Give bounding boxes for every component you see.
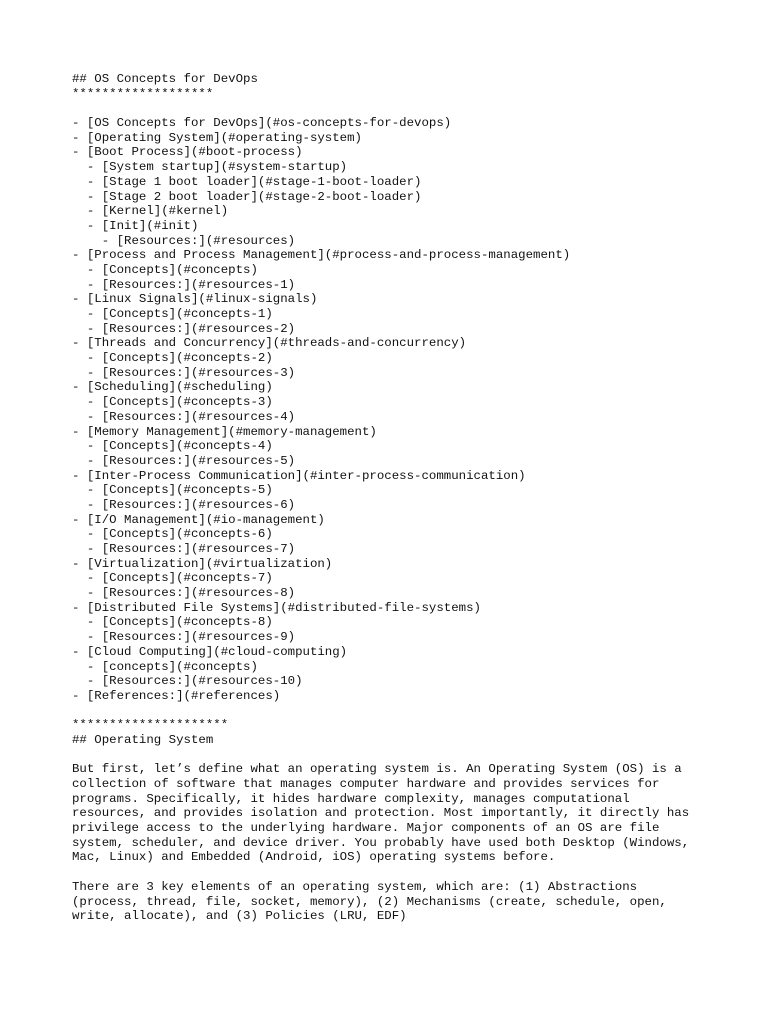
toc-item[interactable]: - [Boot Process](#boot-process)	[72, 145, 303, 160]
paragraph-line: system, scheduler, and device driver. You probably have used both Desktop (Windows,	[72, 835, 690, 850]
spacer	[72, 748, 712, 763]
toc-item[interactable]: - [Memory Management](#memory-management)	[72, 424, 377, 439]
toc-subitem[interactable]: - [Resources:](#resources-3)	[72, 365, 296, 380]
paragraph-line: write, allocate), and (3) Policies (LRU, EDF)	[72, 909, 407, 924]
toc-item[interactable]: - [Threads and Concurrency](#threads-and-concurrency)	[72, 336, 467, 351]
toc-subitem[interactable]: - [Concepts](#concepts-4)	[72, 439, 273, 454]
toc-subitem[interactable]: - [Stage 1 boot loader](#stage-1-boot-loader)	[72, 174, 422, 189]
toc-subitem[interactable]: - [Resources:](#resources-4)	[72, 409, 296, 424]
section-separator: *********************	[72, 718, 229, 733]
toc-subitem[interactable]: - [Init](#init)	[72, 218, 199, 233]
toc-item[interactable]: - [I/O Management](#io-management)	[72, 512, 325, 527]
toc-subitem[interactable]: - [Concepts](#concepts-2)	[72, 351, 273, 366]
paragraph-line: collection of software that manages computer hardware and provides services for	[72, 777, 660, 791]
toc-subitem[interactable]: - [Resources:](#resources-7)	[72, 542, 296, 556]
toc-subitem[interactable]: - [Resources:](#resources-1)	[72, 277, 296, 292]
toc-subitem[interactable]: - [Concepts](#concepts-5)	[72, 483, 273, 498]
toc-subitem[interactable]: - [Resources:](#resources)	[72, 233, 296, 248]
paragraph-key-elements	[72, 880, 712, 924]
title-underline: *******************	[72, 86, 214, 101]
toc-item[interactable]: - [Inter-Process Communication](#inter-process-communication)	[72, 468, 526, 483]
paragraph-definition	[72, 762, 712, 865]
toc-subitem[interactable]: - [Resources:](#resources-5)	[72, 453, 296, 468]
toc-subitem[interactable]: - [Concepts](#concepts-1)	[72, 307, 273, 321]
toc-subitem[interactable]: - [Concepts](#concepts-8)	[72, 615, 273, 630]
toc-subitem[interactable]: - [Concepts](#concepts-7)	[72, 571, 273, 586]
toc-subitem[interactable]: - [Kernel](#kernel)	[72, 204, 229, 219]
table-of-contents	[72, 116, 712, 704]
spacer	[72, 865, 712, 880]
paragraph-line: resources, and provides isolation and protection. Most importantly, it directly has	[72, 806, 690, 821]
toc-subitem[interactable]: - [Stage 2 boot loader](#stage-2-boot-loader)	[72, 189, 422, 204]
toc-item[interactable]: - [Distributed File Systems](#distributed-file-systems)	[72, 600, 481, 615]
toc-item[interactable]: - [OS Concepts for DevOps](#os-concepts-for-devops)	[72, 116, 452, 131]
toc-subitem[interactable]: - [concepts](#concepts)	[72, 659, 258, 674]
paragraph-line: programs. Specifically, it hides hardware complexity, manages computational	[72, 791, 630, 806]
toc-subitem[interactable]: - [Concepts](#concepts)	[72, 262, 258, 277]
document-page	[72, 72, 712, 924]
toc-item[interactable]: - [Operating System](#operating-system)	[72, 130, 362, 145]
toc-subitem[interactable]: - [System startup](#system-startup)	[72, 160, 348, 175]
toc-item[interactable]: - [Process and Process Management](#process-and-process-management)	[72, 248, 571, 263]
toc-item[interactable]: - [Cloud Computing](#cloud-computing)	[72, 644, 348, 659]
section-heading: ## Operating System	[72, 732, 214, 747]
toc-item[interactable]: - [Scheduling](#scheduling)	[72, 380, 273, 395]
toc-subitem[interactable]: - [Concepts](#concepts-6)	[72, 527, 273, 542]
toc-subitem[interactable]: - [Resources:](#resources-8)	[72, 586, 296, 601]
spacer	[72, 101, 712, 116]
paragraph-line: (process, thread, file, socket, memory), (2) Mechanisms (create, schedule, open,	[72, 894, 667, 909]
spacer	[72, 704, 712, 719]
paragraph-line: But first, let’s define what an operating system is. An Operating System (OS) is a	[72, 762, 682, 777]
paragraph-line: Mac, Linux) and Embedded (Android, iOS) operating systems before.	[72, 850, 556, 865]
paragraph-line: There are 3 key elements of an operating system, which are: (1) Abstractions	[72, 879, 638, 894]
toc-item[interactable]: - [References:](#references)	[72, 688, 281, 703]
toc-item[interactable]: - [Linux Signals](#linux-signals)	[72, 292, 318, 307]
toc-subitem[interactable]: - [Resources:](#resources-6)	[72, 497, 296, 512]
toc-subitem[interactable]: - [Concepts](#concepts-3)	[72, 395, 273, 410]
paragraph-line: privilege access to the underlying hardware. Major components of an OS are file	[72, 821, 660, 836]
toc-item[interactable]: - [Virtualization](#virtualization)	[72, 556, 333, 571]
document-title: ## OS Concepts for DevOps	[72, 72, 258, 86]
toc-subitem[interactable]: - [Resources:](#resources-9)	[72, 630, 296, 645]
toc-subitem[interactable]: - [Resources:](#resources-2)	[72, 321, 296, 336]
toc-subitem[interactable]: - [Resources:](#resources-10)	[72, 674, 303, 689]
